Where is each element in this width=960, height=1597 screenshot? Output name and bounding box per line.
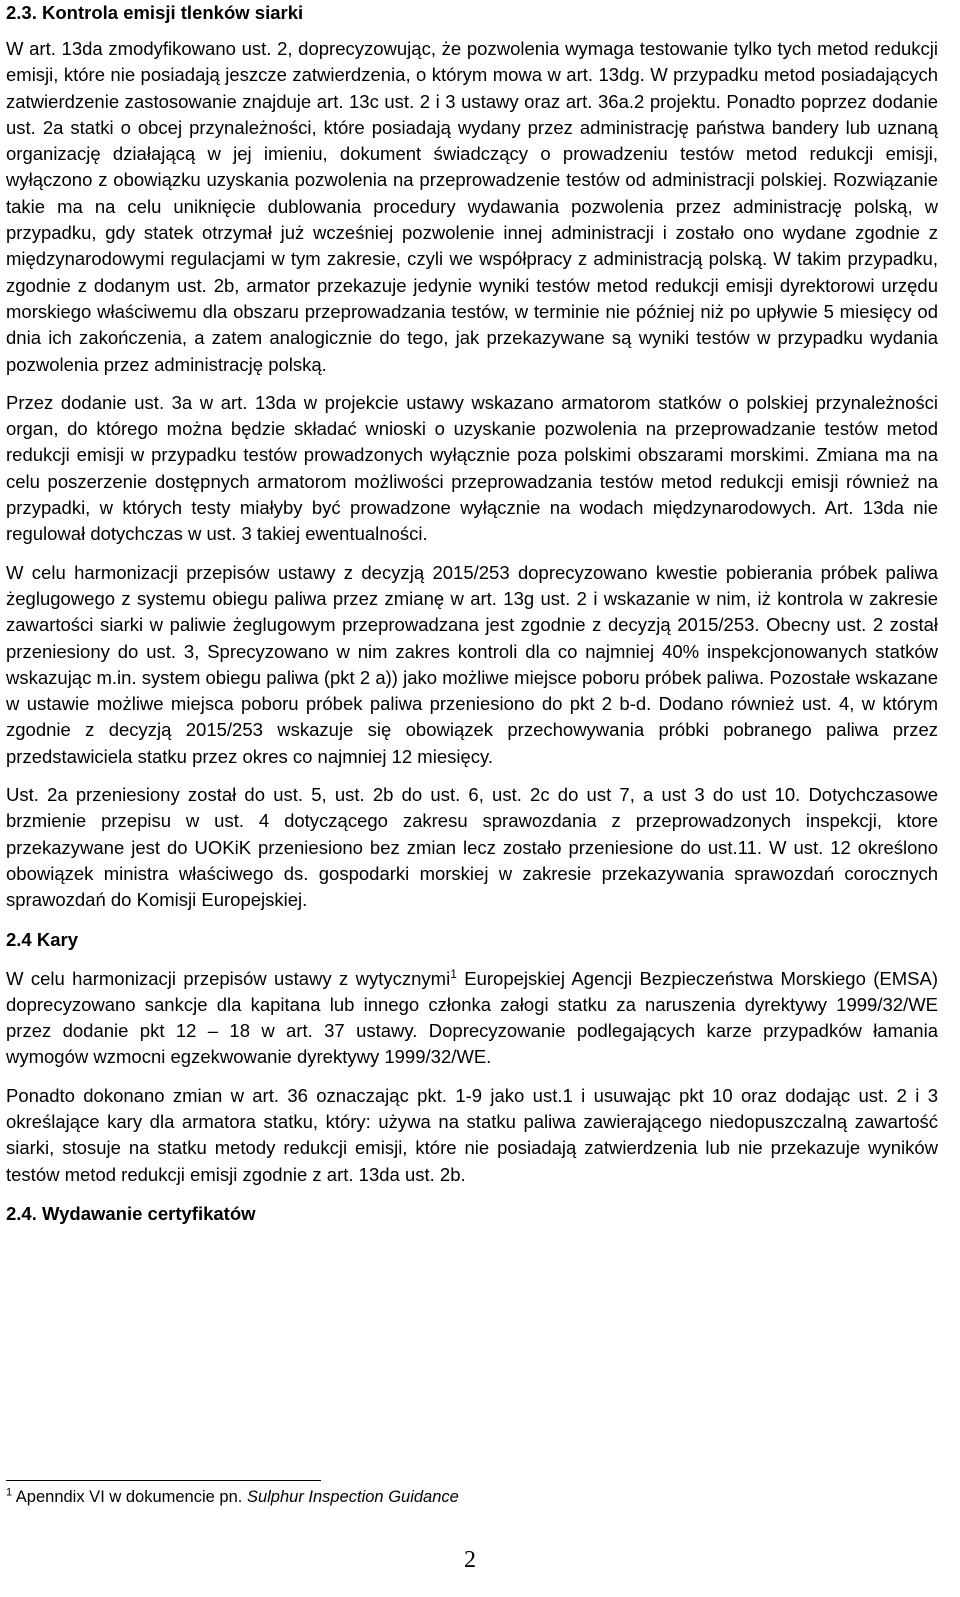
section-2-3-title: 2.3. Kontrola emisji tlenków siarki — [6, 2, 304, 23]
section-2-4-certyfikaty-title: 2.4. Wydawanie certyfikatów — [6, 1202, 256, 1224]
paragraph-text-after-ref: Europejskiej Agencji Bezpieczeństwa Morskiego (EMSA) doprecyzowano sankcje dla kapitana lub innego członka załogi statku za naruszenia dyrektywy 1999/32/WE przez dodanie pkt 12 – 18 w art. 37 ustawy. Doprecyzowanie podlegających karze przypadków łamania wymogów wzmocni egzekwowanie dyrektywy 1999/32/WE. — [6, 967, 938, 1068]
spacer — [6, 1188, 938, 1201]
footnote — [6, 1486, 906, 1508]
footnote-italic-title: Sulphur Inspection Guidance — [246, 1488, 459, 1506]
spacer — [6, 914, 938, 927]
spacer — [6, 548, 938, 560]
section-2-4-paragraph-1 — [6, 966, 938, 1071]
section-2-4-paragraph-2: Ponadto dokonano zmian w art. 36 oznaczając pkt. 1-9 jako ust.1 i usuwając pkt 10 oraz dodając ust. 2 i 3 określające kary dla armatora statku, który: używa na statku paliwa zawierającego niedopuszczalną zawartość siarki, stosuje na statku metody redukcji emisji, które nie posiadają zatwierdzenia lub nie przekazuje wyników testów metod redukcji emisji zgodnie z art. 13da ust. 2b. — [6, 1084, 938, 1185]
footnote-divider — [6, 1480, 321, 1481]
section-2-3-paragraph-1: W art. 13da zmodyfikowano ust. 2, doprecyzowując, że pozwolenia wymaga testowanie tylko tych metod redukcji emisji, które nie posiadają jeszcze zatwierdzenia, o którym mowa w art. 13dg. W przypadku metod posiadających zatwierdzenie zastosowanie znajduje art. 13c ust. 2 i 3 ustawy oraz art. 36a.2 projektu. Ponadto poprzez dodanie ust. 2a statki o obcej przynależności, które posiadają wydany przez administrację państwa bandery lub uznaną organizację działającą w jej imieniu, dokument świadczący o prowadzeniu testów metod redukcji emisji, wyłączono z obowiązku uzyskania pozwolenia na przeprowadzenie testów od administracji polskiej. Rozwiązanie takie ma na celu uniknięcie dublowania procedury wydawania pozwolenia przez administrację polską, w przypadku, gdy statek otrzymał już wcześniej pozwolenie innej administracji i zostało ono wydane zgodnie z międzynarodowymi regulacjami w tym zakresie, czyli we współpracy z administracją polską. W takim przypadku, zgodnie z dodanym ust. 2b, armator przekazuje jedynie wyniki testów metod redukcji emisji dyrektorowi urzędu morskiego właściwemu dla obszaru przeprowadzania testów, w terminie nie później niż po upływie 5 miesięcy od dnia ich zakończenia, a zatem analogicznie do tego, jak przekazywane są wyniki testów w przypadku wydania pozwolenia przez administrację polską. — [6, 38, 938, 375]
section-2-4-kary-title: 2.4 Kary — [6, 928, 78, 950]
page-number: 2 — [464, 1547, 476, 1573]
spacer — [6, 26, 938, 36]
footnote-text: Apenndix VI w dokumencie pn. — [12, 1488, 247, 1506]
paragraph-text-before-ref: W celu harmonizacji przepisów ustawy z wytycznymi — [6, 967, 451, 989]
document-page — [6, 0, 938, 1227]
section-2-3-paragraph-4: Ust. 2a przeniesiony został do ust. 5, ust. 2b do ust. 6, ust. 2c do ust 7, a ust 3 do ust 10. Dotychczasowe brzmienie przepisu w ust. 4 dotyczącego zakresu sprawozdania z przeprowadzonych inspekcji, ktore przekazywane jest do UOKiK przeniesiono bez zmian lecz zostało przeniesione do ust.11. W ust. 12 określono obowiązek ministra właściwego ds. gospodarki morskiej w zakresie przekazywania sprawozdań corocznych sprawozdań do Komisji Europejskiej. — [6, 784, 938, 911]
spacer — [6, 770, 938, 782]
footnote-number: 1 — [6, 1486, 13, 1499]
section-2-3-paragraph-3: W celu harmonizacji przepisów ustawy z decyzją 2015/253 doprecyzowano kwestie pobierania próbek paliwa żeglugowego z systemu obiegu paliwa przez zmianę w art. 13g ust. 2 i wskazanie w nim, iż kontrola w zakresie zawartości siarki w paliwie żeglugowym przeprowadzana jest zgodnie z decyzją 2015/253. Obecny ust. 2 został przeniesiony do ust. 3, Sprecyzowano w nim zakres kontroli dla co najmniej 40% inspekcjonowanych statków wskazując m.in. system obiegu paliwa (pkt 2 a)) jako możliwe miejsce poboru próbek paliwa. Pozostałe wskazane w ustawie możliwe miejsca poboru próbek paliwa przeniesiono do pkt 2 b-d. Dodano również ust. 4, w którym zgodnie z decyzją 2015/253 wskazuje się obowiązek przechowywania próbki pobranego paliwa przez przedstawiciela statku przez okres co najmniej 12 miesięcy. — [6, 561, 938, 767]
section-2-3-paragraph-2: Przez dodanie ust. 3a w art. 13da w projekcie ustawy wskazano armatorom statków o polskiej przynależności organ, do którego można będzie składać wnioski o uzyskanie pozwolenia na przeprowadzanie testów metod redukcji emisji w przypadku testów prowadzonych wyłącznie poza polskimi obszarami morskimi. Zmiana ma na celu poszerzenie dostępnych armatorom możliwości przeprowadzania testów metod redukcji emisji również na przypadki, w których testy miałyby być prowadzone wyłącznie na wodach międzynarodowych. Art. 13da nie regulował dotychczas w ust. 3 takiej ewentualności. — [6, 391, 938, 545]
spacer — [6, 953, 938, 966]
footnote-reference: 1 — [450, 966, 457, 981]
spacer — [6, 1071, 938, 1083]
spacer — [6, 378, 938, 390]
